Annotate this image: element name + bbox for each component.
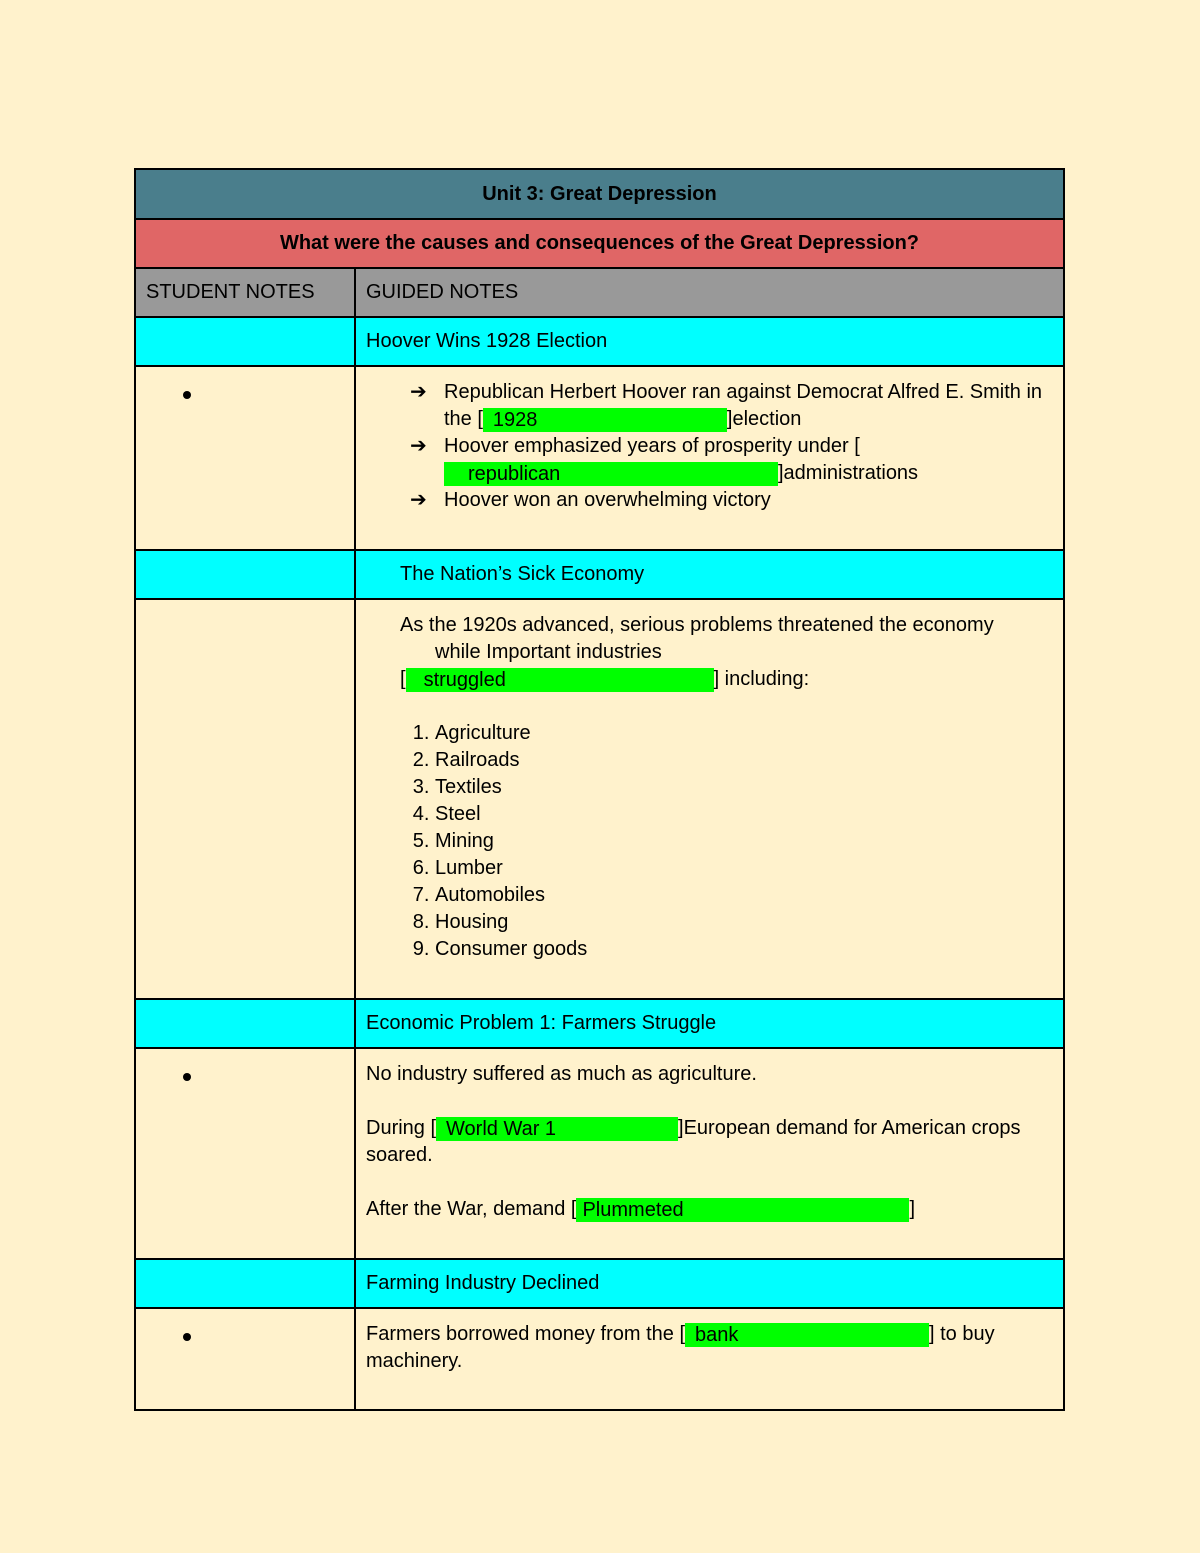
paragraph: [ struggled ] including: bbox=[400, 668, 810, 691]
guided-notes-cell bbox=[356, 367, 1063, 549]
bullet-icon bbox=[183, 1073, 191, 1081]
list-item: 7. Automobiles bbox=[435, 882, 1053, 909]
guided-notes-cell bbox=[356, 1049, 1063, 1258]
fill-in-blank[interactable]: republican bbox=[444, 462, 778, 486]
fill-in-blank[interactable]: 1928 bbox=[483, 408, 727, 432]
arrow-list bbox=[366, 379, 1053, 514]
list-item: 3. Textiles bbox=[435, 774, 1053, 801]
section-body-row bbox=[136, 1309, 1063, 1409]
student-notes-header: STUDENT NOTES bbox=[136, 269, 356, 316]
list-item: 6. Lumber bbox=[435, 855, 1053, 882]
student-notes-cell bbox=[136, 367, 356, 549]
list-item: 1. Agriculture bbox=[435, 720, 1053, 747]
guided-notes-cell bbox=[356, 1309, 1063, 1409]
arrow-icon: ➔ bbox=[410, 435, 427, 457]
list-item: 8. Housing bbox=[435, 909, 1053, 936]
list-item: ➔ Hoover emphasized years of prosperity under [republican ]administrations bbox=[410, 435, 919, 485]
fill-in-blank[interactable]: struggled bbox=[406, 668, 714, 692]
paragraph: No industry suffered as much as agriculture. bbox=[366, 1063, 757, 1085]
section-title-row bbox=[136, 551, 1063, 600]
unit-title: Unit 3: Great Depression bbox=[482, 182, 717, 205]
section-body-row bbox=[136, 600, 1063, 1000]
bullet-icon bbox=[183, 391, 191, 399]
section-title-row bbox=[136, 1000, 1063, 1049]
column-header-row bbox=[136, 269, 1063, 318]
fill-in-blank[interactable]: bank bbox=[685, 1323, 929, 1347]
student-notes-cell bbox=[136, 1049, 356, 1258]
section-title-row bbox=[136, 1260, 1063, 1309]
section-body-row bbox=[136, 367, 1063, 551]
arrow-icon: ➔ bbox=[410, 489, 427, 511]
essential-question: What were the causes and consequences of the Great Depression? bbox=[279, 232, 920, 254]
student-notes-cell bbox=[136, 1309, 356, 1409]
section-title: Economic Problem 1: Farmers Struggle bbox=[366, 1012, 717, 1034]
list-item: 4. Steel bbox=[435, 801, 1053, 828]
unit-title-row bbox=[136, 170, 1063, 220]
student-notes-cell bbox=[136, 600, 356, 998]
section-title: The Nation’s Sick Economy bbox=[400, 563, 645, 585]
guided-notes-cell bbox=[356, 600, 1063, 998]
student-notes-cell bbox=[136, 1000, 356, 1047]
fill-in-blank[interactable]: World War 1 bbox=[436, 1117, 678, 1141]
arrow-icon: ➔ bbox=[410, 381, 427, 403]
list-item: ➔ Republican Herbert Hoover ran against Democrat Alfred E. Smith in the [ 1928 ]election bbox=[410, 381, 1043, 431]
bullet-icon bbox=[183, 1333, 191, 1341]
section-body-row bbox=[136, 1049, 1063, 1260]
notes-table bbox=[134, 168, 1065, 1411]
list-item: 2. Railroads bbox=[435, 747, 1053, 774]
list-item: ➔ Hoover won an overwhelming victory bbox=[410, 487, 1053, 514]
section-title-row bbox=[136, 318, 1063, 367]
section-title: Hoover Wins 1928 Election bbox=[366, 330, 608, 352]
paragraph: As the 1920s advanced, serious problems threatened the economy while Important industries bbox=[400, 614, 994, 663]
paragraph: Farmers borrowed money from the [ bank ] to buy machinery. bbox=[366, 1323, 995, 1372]
paragraph: During [ World War 1 ]European demand for American crops soared. bbox=[366, 1117, 1021, 1166]
student-notes-cell bbox=[136, 1260, 356, 1307]
essential-question-row bbox=[136, 220, 1063, 269]
guided-notes-header: GUIDED NOTES bbox=[366, 281, 519, 303]
industry-list bbox=[400, 720, 1053, 963]
list-item: 5. Mining bbox=[435, 828, 1053, 855]
list-item: 9. Consumer goods bbox=[435, 936, 1053, 963]
student-notes-cell bbox=[136, 551, 356, 598]
student-notes-cell bbox=[136, 318, 356, 365]
section-title: Farming Industry Declined bbox=[366, 1272, 600, 1294]
paragraph: After the War, demand [ Plummeted ] bbox=[366, 1198, 916, 1221]
fill-in-blank[interactable]: Plummeted bbox=[576, 1198, 909, 1222]
